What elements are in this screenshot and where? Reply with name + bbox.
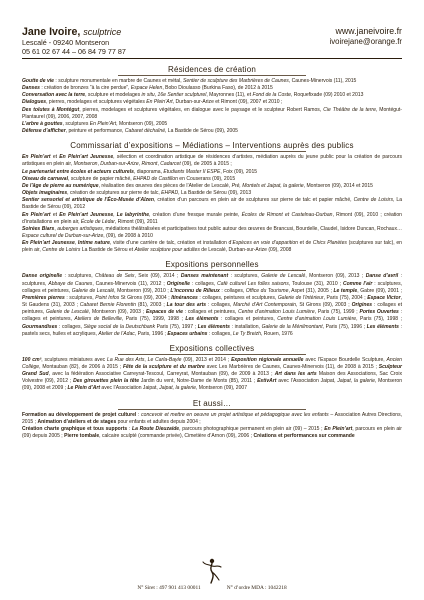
- entry-text: Goutte de vie : sculpture monumentale en marbre de Caunes et métal, Sentier de sculpture des Marbrières de Caunes, Caunes-Minervois (11), 2015: [22, 78, 357, 84]
- section-rule: [118, 151, 306, 152]
- section-title: Et aussi…: [192, 398, 232, 408]
- section-expositions-collectives: [22, 344, 402, 393]
- entry-text: En Plein’art et En Plein’art Jeunesse, Le labyrinthe, création d’une fresque murale peinte, Écoles de Rimont et Castelnau-Durban, Rimont (09), 2010 ; création d’installations en plein air, École de Lédar, Rimont (09), 2011: [22, 211, 402, 225]
- section-rule: [118, 75, 306, 76]
- entry-text: Défense d’afficher, peinture et performance, Cabaret déchaîné, La Bastide de Sérou (09), 2005: [22, 128, 238, 135]
- entry-text: L’arbre à gouttes, sculptures En Plein’Art, Montseron (09), 2005: [22, 120, 168, 127]
- entry-text: Danse originelle : sculptures, Château de Seix, Seix (09), 2014 ; Danses maintenant : sculptures, Galerie de Lescalé, Montseron (09), 2013 ; Danse d’avril : sculptures, Abbaye de Caunes, Caunes-Minervois (11), 2012 ; Originelle : collages, Café culturel Les folles saisons, Toulouse (31), 2010 ; Comme l’air : sculptures, collages et peintures, Galerie de Lescalé, Montseron (09), 2010 ; L’inconnu de Rilieux : collages, Office du Tourisme, Aspet (31), 2005 ; Le temple, Gabre (09), 2001 ; Premières pierres : sculptures, Point Infos St Girons (09), 2004 ; Itinérances : collages, peintures et sculptures, Galerie de l’Intérieur, Paris (75), 2004 ; Espace Victor, St Gaudens (31), 2003 ; Cabaret Bernie Florentin (81), 2003 ; La tour des arts : collages, Marché d’Art Contemporain, St Girons (09), 2003 ; Origines : collages et peintures, Galerie de Lescalé, Montseron (09), 2003 ; Espaces de vie : collages et peintures, Centre d’animation Louis Lumière, Paris (75), 1999 ; Portes Ouvertes : collages et peintures, Ateliers de Belleville, Paris (75), 1999, 1998 ; Les éléments : collages et peintures, Centre d’animation Louis Lumière, Paris (75), 1998 ; Gourmandises : collages, Siège social de la Deutschbank Paris (75), 1997 ; Les éléments : installation, Galerie de la Ménilmontant, Paris (75), 1996 ; Les éléments : pastels secs, huiles et acryliques, Atelier de l’Adac, Paris, 1996 ; Espaces urbains : collages, Le Ty Breizh, Rouen, 1976: [22, 273, 403, 337]
- mda-number: N° d’ordre MDA : 1042218: [226, 585, 287, 591]
- section-body: [22, 412, 402, 441]
- entry-text: Soirées Biars, auberges artistiques, médiations théâtralisées et participatives tout public autour des œuvres de Brancusi, Bourdelle, Claudel, Isidore Duncan, Rochaux… Espace culturel de Durban-sur-Arize, (09), de 2008 à 2010: [22, 225, 403, 239]
- section-rule: [118, 270, 306, 271]
- section-rule: [118, 409, 306, 410]
- section-residences: [22, 65, 402, 135]
- entry-text: Sentier sensoriel et artistique de l’Éco-Musée d’Alzen, création d’un parcours en plein air de sculptures sur pierre de talc et papier mâché, Centre de Loisirs, La Bastide de Sérou (09), 2012: [22, 197, 403, 211]
- footer: [0, 558, 424, 591]
- section-rule: [118, 354, 306, 355]
- entry-text: Formation au développement de projet culturel : concevoir et mettre en oeuvre un projet artistique et pédagogique avec les enfants – Association Autres Directions, 2015 ; Animation d’ateliers et de stages pour enfants et adultes depuis 2004 ;: [22, 411, 402, 425]
- section-expositions-personnelles: [22, 260, 402, 337]
- entry-text: En Plein’art et En Plein’art Jeunesse, sélection et coordination artistique de résidences d’artistes, médiation auprès du jeune public pour la création de parcours artistiques en plein air, Montseron, Durban-sur-Arize, Rimont, Cadarcet (09), de 2005 à 2015 ;: [22, 154, 403, 168]
- website-link[interactable]: www.janeivoire.fr: [335, 26, 402, 36]
- entry-text: Création charte graphique et tous supports : La Route Dieuzaide, parcours photographique permanent en plein air (09) – 2015 ; En Plein’art, parcours en plein air (09) depuis 2005 ; Pierre tombale, calcaire sculpté (commande privée), Cimetière d’Arnon (09), 2006 ; Créations et performances sur commande: [22, 425, 402, 440]
- entry-text: Des tolutes à Montégut, pierres, modelages et sculptures végétales, en dialogue avec le paysage et le sculpteur Robert Ramos, Cie Théâtre de la terre, Montégut-Plantaurel (09), 2006, 2007, 2008: [22, 106, 402, 120]
- phone: 05 61 02 67 44 – 06 84 79 77 87: [22, 47, 126, 56]
- entry-text: Dialogues, pierres, modelages et sculptures végétales En Plein’Art, Durban-sur-Arize et Rimont (09), 2007 et 2010 ;: [22, 99, 283, 106]
- web-block: [330, 26, 403, 56]
- section-title: Expositions collectives: [169, 343, 255, 353]
- entry-text: De l’âge de pierre au numérique, réalisation des œuvres des pièces de l’Atelier de Lescalé, Pré, Montels et Jaipat, la galerie, Montseron (09), 2014 et 2015: [22, 182, 373, 189]
- entry-text: Objets imaginaires, création de sculptures sur pierre de talc, EHPAD, La Bastide de Sérou (09), 2013: [22, 190, 252, 197]
- header-rule: [22, 58, 402, 59]
- siret-number: N° Siret : 497 901 413 00011: [137, 585, 201, 591]
- section-body: [22, 154, 402, 254]
- section-title: Résidences de création: [167, 65, 256, 74]
- section-body: [22, 78, 402, 135]
- registration-ids: [0, 585, 424, 591]
- entry-text: 100 cm², sculptures miniatures avec La Rue des Arts, Le Carla-Bayle (09), 2013 et 2014 ; Exposition régionale annuelle avec l’Espace Bourdelle Sculpture, Ancien Collège, Montauban (82), de 2006 à 2015 ; Fête de la sculpture et du marbre avec Les Marbrières de Caunes, Caunes-Minervois (11), de 2008 à 2015 ; Sculpteur Grand Sud, avec la fédération Associative Carreyrat-Tescoul, Carreyrat, Montauban (09), de 2009 à 2013 ; Art dans les arts Maison des Associations, Sac Croix Volvestre (09), 2012 ; Des girouettes plein la tête Jardin du vent, Notre-Dame de Monts (85), 2011 ; EstivArt avec l’Association Jaipat, Jaipat, la galerie, Montseron (09), 2008 et 2009 ; Le Plein d’Art avec l’Association Jaipat, Jaipat, la galerie, Montseron (09), 2007: [22, 356, 403, 392]
- section-commissariat: [22, 141, 402, 254]
- entry-text: Danses : création de bronzes “à la cire perdue”, Espace Helen, Bobo Dioulasso (Burkina Faso), de 2012 à 2015: [22, 85, 273, 92]
- section-body: [22, 357, 402, 393]
- dancing-figure-logo-icon: [202, 558, 222, 584]
- contact-block: [22, 26, 126, 56]
- section-body: [22, 273, 402, 337]
- artist-role: sculptrice: [83, 27, 122, 37]
- address: Lescalé - 09240 Montseron: [22, 38, 110, 47]
- section-title: Expositions personnelles: [165, 260, 259, 270]
- section-et-aussi: [22, 399, 402, 441]
- entry-text: Oiseau de carnaval, sculpture de papier mâché, EHPAD de Castillon en Couserans (09), 2015: [22, 175, 236, 182]
- artist-name-line: [22, 26, 126, 38]
- artist-name: Jane Ivoire,: [22, 26, 81, 38]
- entry-text: Conversation avec la terre, sculpture et modelages in situ, 16e Sentier sculpturel, Mayronnes (11), et Fond de la Coste, Roquefixade (09) 2010 et 2013: [22, 92, 364, 99]
- section-title: Commissariat d’expositions – Médiations – Interventions auprès des publics: [70, 141, 354, 151]
- header: [22, 26, 402, 56]
- entry-text: En Plein’art Jeunesse, Intime nature, visite d’une carrière de talc, création et installation d’Espèces en voie d’apparition et de Chics Planètes (sculptures sur talc), en plein air, Centre de Loisirs La Bastide de Sérou et Atelier sculpture pour adultes de Lescalé, Durban-sur-Arize (09), 2008: [22, 240, 402, 254]
- email-link[interactable]: ivoirejane@orange.fr: [329, 37, 402, 46]
- entry-text: Le partenariat entre écoles et acteurs culturels, diaporama, Etudiants Master II ESPE, Foix (09), 2015: [22, 168, 258, 175]
